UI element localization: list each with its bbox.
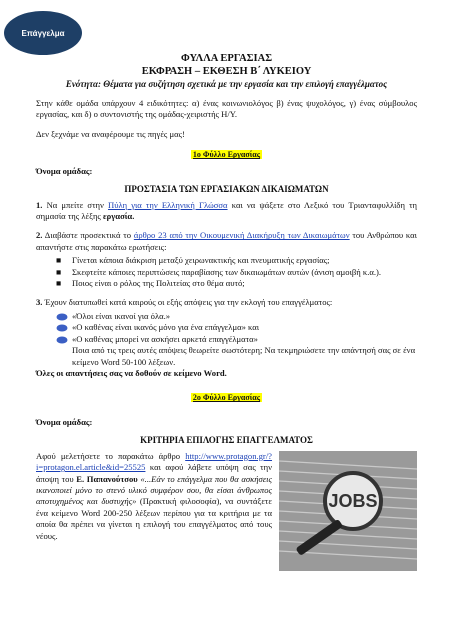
question-3-followup: Ποια από τις τρεις αυτές απόψεις θεωρείτε σωστότερη; Να τεκμηριώσετε την απάντησή σας σε ένα κείμενο Word 50-100 λέξεων.	[72, 345, 416, 367]
doc-subtitle: Ενότητα: Θέματα για συζήτηση σχετικά με την εργασία και την επιλογή επαγγέλματος	[65, 79, 388, 89]
list-item: ■ Σκεφτείτε κάποιες περιπτώσεις παραβίασης των δικαιωμάτων αυτών (άνιση αμοιβή κ.α.).	[56, 266, 382, 277]
question-2-bullets	[36, 255, 417, 289]
square-bullet-icon: ■	[56, 255, 62, 266]
magnifier-newspaper-image	[279, 451, 417, 571]
greek-language-portal-link[interactable]: Πύλη για την Ελληνική Γλώσσα	[108, 199, 228, 210]
intro-paragraph: Στην κάθε ομάδα υπάρχουν 4 ειδικότητες: α) ένας κοινωνιολόγος β) ένας ψυχολόγος, γ) ένας σύμβουλος εργασίας, και δ) ο συντονιστής της ομάδας-χειριστής Η/Υ.	[36, 98, 417, 120]
badge-logo	[4, 11, 82, 55]
group-name-label-2: Όνομα ομάδας:	[36, 417, 93, 428]
doc-title: ΦΥΛΛΑ ΕΡΓΑΣΙΑΣ	[180, 53, 273, 64]
article-23-link[interactable]: άρθρο 23 από την Οικουμενική Διακήρυξη των Δικαιωμάτων	[133, 230, 350, 241]
jobs-newspaper-photo	[279, 451, 417, 571]
group-name-label: Όνομα ομάδας:	[36, 166, 93, 177]
list-item: ■ Ποιος είναι ο ρόλος της Πολιτείας στο θέμα αυτό;	[56, 278, 245, 289]
cloud-bullet-icon	[56, 312, 68, 321]
sheet-1-label: 1ο Φύλλο Εργασίας	[192, 150, 261, 160]
square-bullet-icon: ■	[56, 278, 62, 289]
svg-text:JOBS: JOBS	[328, 490, 378, 511]
sheet-2-label: 2ο Φύλλο Εργασίας	[192, 393, 261, 403]
badge-label: Επάγγελμα	[21, 28, 65, 38]
article-text: Αφού μελετήσετε το παρακάτω άρθρο http://www.protagon.gr/?i=protagon.el.article&id=25525 και αφού λάβετε υπόψη σας την άποψη του Ε. Παπανούτσου «...Εάν το επάγγελμα που θα ασκήσεις ικανοποιεί μόνο το στενό υλικό συμφέρον σου, θα είσαι άνθρωπος αποτυχημένος και δυστυχής» (Πρακτική φιλοσοφία), να συντάξετε ένα κείμενο Word 200-250 λέξεων περίπου για τα κριτήρια με τα οποία θα πρέπει να γίνεται η επιλογή του επαγγέλματος από τους νέους.	[36, 450, 273, 541]
sources-note: Δεν ξεχνάμε να αναφέρουμε τις πηγές μας!	[36, 128, 185, 139]
list-item: «Ο καθένας μπορεί να ασκήσει αρκετά επαγγέλματα»	[36, 334, 417, 345]
square-bullet-icon: ■	[56, 266, 62, 277]
section-heading-2: ΚΡΙΤΗΡΙΑ ΕΠΙΛΟΓΗΣ ΕΠΑΓΓΕΛΜΑΤΟΣ	[140, 434, 313, 445]
list-item: ■ Γίνεται κάποια διάκριση μεταξύ χειρωνακτικής και πνευματικής εργασίας;	[56, 255, 330, 266]
list-item: «Ο καθένας είναι ικανός μόνο για ένα επάγγελμα» και	[36, 322, 417, 333]
article-block	[36, 451, 417, 542]
cloud-bullet-icon	[56, 323, 68, 332]
list-item: «Όλοι είναι ικανοί για όλα.»	[36, 311, 417, 322]
document-page	[36, 52, 417, 542]
question-3: 3. Έχουν διατυπωθεί κατά καιρούς οι εξής απόψεις για την εκλογή του επαγγέλματος:	[36, 297, 333, 308]
question-3-quotes	[36, 311, 417, 345]
doc-title-2: ΕΚΦΡΑΣΗ – ΕΚΘΕΣΗ Β΄ ΛΥΚΕΙΟΥ	[141, 66, 312, 77]
question-2: 2. Διαβάστε προσεκτικά το άρθρο 23 από την Οικουμενική Διακήρυξη των Δικαιωμάτων του Ανθρώπου και απαντήστε στις παρακάτω ερωτήσεις:	[36, 230, 417, 252]
protagon-article-link[interactable]: http://www.protagon.gr/?i=protagon.el.article&id=25525	[36, 450, 273, 473]
question-1: 1. Να μπείτε στην Πύλη για την Ελληνική Γλώσσα και να ψάξετε στο Λεξικό του Τριανταφυλλίδη τη σημασία της λέξης εργασία.	[36, 199, 418, 222]
final-instruction: Όλες οι απαντήσεις σας να δοθούν σε κείμενο Word.	[36, 367, 227, 378]
cloud-bullet-icon	[56, 335, 68, 344]
section-heading: ΠΡΟΣΤΑΣΙΑ ΤΩΝ ΕΡΓΑΣΙΑΚΩΝ ΔΙΚΑΙΩΜΑΤΩΝ	[124, 183, 329, 194]
